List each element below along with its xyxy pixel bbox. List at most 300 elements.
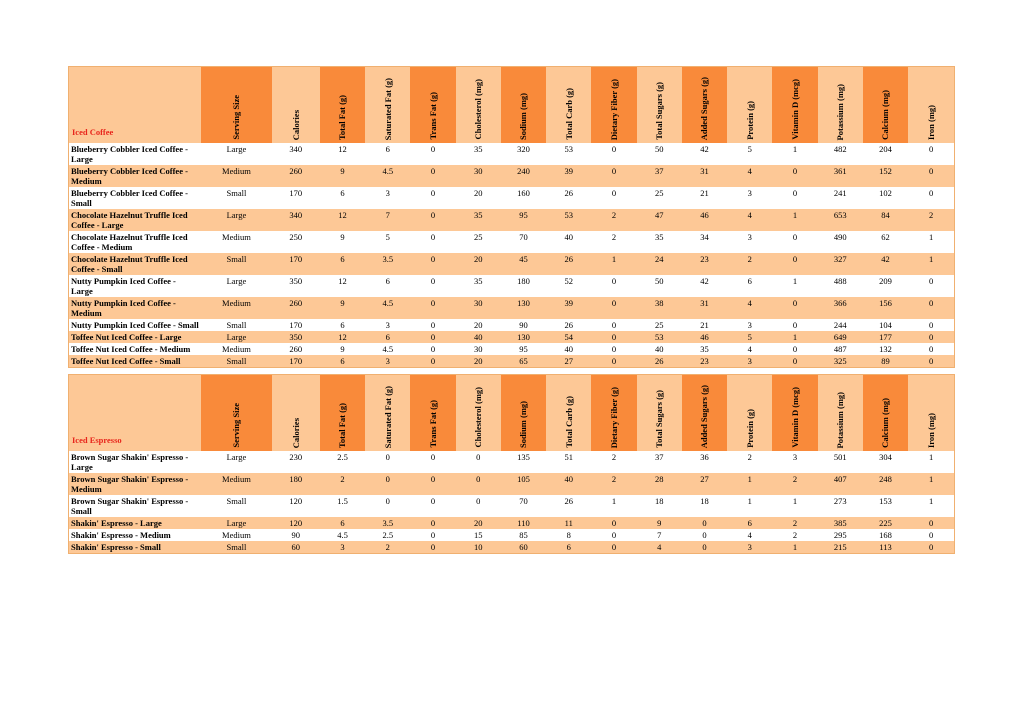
cell-iron-mg: 0 xyxy=(908,319,954,331)
cell-cholesterol-mg: 20 xyxy=(456,187,501,209)
cell-total-carb-g: 8 xyxy=(546,529,591,541)
cell-total-carb-g: 40 xyxy=(546,473,591,495)
cell-sodium-mg: 240 xyxy=(501,165,546,187)
column-header-label: Vitamin D (mcg) xyxy=(789,387,800,448)
cell-total-sugars-g: 7 xyxy=(637,529,682,541)
cell-serving-size: Large xyxy=(201,451,271,473)
product-name-cell: Brown Sugar Shakin' Espresso - Small xyxy=(69,495,202,517)
cell-vitamin-d-mcg: 1 xyxy=(772,143,817,165)
column-header-dietary-fiber-g xyxy=(591,67,636,144)
cell-potassium-mg: 273 xyxy=(818,495,863,517)
column-header-saturated-fat-g xyxy=(365,67,410,144)
product-name-cell: Nutty Pumpkin Iced Coffee - Large xyxy=(69,275,202,297)
column-header-trans-fat-g xyxy=(410,375,455,452)
column-header-label: Iron (mg) xyxy=(925,104,936,140)
column-header-total-fat-g xyxy=(320,375,365,452)
cell-total-carb-g: 39 xyxy=(546,297,591,319)
cell-vitamin-d-mcg: 0 xyxy=(772,253,817,275)
cell-trans-fat-g: 0 xyxy=(410,319,455,331)
cell-cholesterol-mg: 35 xyxy=(456,209,501,231)
cell-total-fat-g: 12 xyxy=(320,143,365,165)
cell-added-sugars-g: 0 xyxy=(682,541,727,554)
cell-serving-size: Large xyxy=(201,209,271,231)
product-name-cell: Nutty Pumpkin Iced Coffee - Small xyxy=(69,319,202,331)
cell-total-fat-g: 6 xyxy=(320,355,365,368)
cell-cholesterol-mg: 35 xyxy=(456,275,501,297)
table-row xyxy=(69,165,955,187)
product-name-cell: Shakin' Espresso - Large xyxy=(69,517,202,529)
column-header-label: Sodium (mg) xyxy=(518,401,529,448)
cell-saturated-fat-g: 3 xyxy=(365,355,410,368)
cell-iron-mg: 1 xyxy=(908,451,954,473)
cell-saturated-fat-g: 3.5 xyxy=(365,517,410,529)
cell-sodium-mg: 95 xyxy=(501,209,546,231)
cell-protein-g: 4 xyxy=(727,529,772,541)
cell-total-sugars-g: 53 xyxy=(637,331,682,343)
cell-calories: 260 xyxy=(272,297,320,319)
column-header-calcium-mg xyxy=(863,375,908,452)
cell-protein-g: 3 xyxy=(727,319,772,331)
cell-protein-g: 5 xyxy=(727,143,772,165)
column-header-label: Dietary Fiber (g) xyxy=(608,78,619,140)
cell-iron-mg: 0 xyxy=(908,165,954,187)
cell-vitamin-d-mcg: 1 xyxy=(772,209,817,231)
cell-calories: 230 xyxy=(272,451,320,473)
column-header-calories xyxy=(272,67,320,144)
cell-cholesterol-mg: 10 xyxy=(456,541,501,554)
cell-calcium-mg: 156 xyxy=(863,297,908,319)
column-header-label: Dietary Fiber (g) xyxy=(608,386,619,448)
cell-total-fat-g: 3 xyxy=(320,541,365,554)
column-header-vitamin-d-mcg xyxy=(772,67,817,144)
cell-dietary-fiber-g: 0 xyxy=(591,165,636,187)
cell-total-sugars-g: 35 xyxy=(637,231,682,253)
cell-dietary-fiber-g: 2 xyxy=(591,451,636,473)
cell-total-carb-g: 26 xyxy=(546,495,591,517)
cell-iron-mg: 0 xyxy=(908,529,954,541)
cell-total-sugars-g: 24 xyxy=(637,253,682,275)
cell-dietary-fiber-g: 0 xyxy=(591,355,636,368)
cell-potassium-mg: 241 xyxy=(818,187,863,209)
iced-coffee-table xyxy=(68,66,955,368)
cell-vitamin-d-mcg: 3 xyxy=(772,451,817,473)
cell-saturated-fat-g: 3 xyxy=(365,187,410,209)
cell-serving-size: Medium xyxy=(201,165,271,187)
cell-total-fat-g: 9 xyxy=(320,297,365,319)
table-row xyxy=(69,253,955,275)
cell-total-fat-g: 6 xyxy=(320,319,365,331)
cell-cholesterol-mg: 25 xyxy=(456,231,501,253)
cell-potassium-mg: 244 xyxy=(818,319,863,331)
cell-iron-mg: 0 xyxy=(908,517,954,529)
cell-calcium-mg: 132 xyxy=(863,343,908,355)
cell-serving-size: Small xyxy=(201,253,271,275)
column-header-calories xyxy=(272,375,320,452)
cell-saturated-fat-g: 5 xyxy=(365,231,410,253)
cell-sodium-mg: 60 xyxy=(501,541,546,554)
cell-iron-mg: 1 xyxy=(908,495,954,517)
product-name-cell: Blueberry Cobbler Iced Coffee - Large xyxy=(69,143,202,165)
cell-saturated-fat-g: 3.5 xyxy=(365,253,410,275)
cell-trans-fat-g: 0 xyxy=(410,495,455,517)
cell-trans-fat-g: 0 xyxy=(410,451,455,473)
cell-iron-mg: 1 xyxy=(908,473,954,495)
cell-vitamin-d-mcg: 1 xyxy=(772,275,817,297)
cell-iron-mg: 0 xyxy=(908,297,954,319)
cell-cholesterol-mg: 30 xyxy=(456,165,501,187)
cell-total-fat-g: 9 xyxy=(320,165,365,187)
cell-potassium-mg: 649 xyxy=(818,331,863,343)
cell-saturated-fat-g: 7 xyxy=(365,209,410,231)
cell-calories: 340 xyxy=(272,143,320,165)
cell-added-sugars-g: 23 xyxy=(682,253,727,275)
cell-protein-g: 3 xyxy=(727,355,772,368)
cell-sodium-mg: 70 xyxy=(501,231,546,253)
cell-trans-fat-g: 0 xyxy=(410,187,455,209)
cell-serving-size: Small xyxy=(201,355,271,368)
cell-total-fat-g: 12 xyxy=(320,209,365,231)
cell-total-carb-g: 39 xyxy=(546,165,591,187)
cell-sodium-mg: 130 xyxy=(501,297,546,319)
cell-total-carb-g: 52 xyxy=(546,275,591,297)
product-name-cell: Blueberry Cobbler Iced Coffee - Small xyxy=(69,187,202,209)
cell-dietary-fiber-g: 0 xyxy=(591,297,636,319)
column-header-potassium-mg xyxy=(818,375,863,452)
cell-total-carb-g: 26 xyxy=(546,253,591,275)
table-row xyxy=(69,451,955,473)
cell-cholesterol-mg: 20 xyxy=(456,253,501,275)
cell-saturated-fat-g: 3 xyxy=(365,319,410,331)
cell-saturated-fat-g: 6 xyxy=(365,143,410,165)
cell-calories: 60 xyxy=(272,541,320,554)
cell-saturated-fat-g: 6 xyxy=(365,331,410,343)
cell-calories: 250 xyxy=(272,231,320,253)
cell-dietary-fiber-g: 0 xyxy=(591,275,636,297)
table-row xyxy=(69,297,955,319)
column-header-label: Total Sugars (g) xyxy=(654,82,665,140)
cell-dietary-fiber-g: 0 xyxy=(591,187,636,209)
cell-iron-mg: 0 xyxy=(908,187,954,209)
column-header-dietary-fiber-g xyxy=(591,375,636,452)
cell-sodium-mg: 70 xyxy=(501,495,546,517)
cell-total-carb-g: 6 xyxy=(546,541,591,554)
cell-total-sugars-g: 25 xyxy=(637,319,682,331)
table-row xyxy=(69,355,955,368)
cell-trans-fat-g: 0 xyxy=(410,355,455,368)
cell-protein-g: 4 xyxy=(727,165,772,187)
cell-calcium-mg: 62 xyxy=(863,231,908,253)
cell-cholesterol-mg: 0 xyxy=(456,451,501,473)
product-name-cell: Chocolate Hazelnut Truffle Iced Coffee - Large xyxy=(69,209,202,231)
cell-serving-size: Small xyxy=(201,187,271,209)
cell-added-sugars-g: 42 xyxy=(682,275,727,297)
cell-trans-fat-g: 0 xyxy=(410,253,455,275)
cell-calories: 90 xyxy=(272,529,320,541)
column-header-total-sugars-g xyxy=(637,67,682,144)
column-header-label: Saturated Fat (g) xyxy=(382,385,393,448)
cell-cholesterol-mg: 0 xyxy=(456,495,501,517)
table-row xyxy=(69,541,955,554)
product-name-cell: Chocolate Hazelnut Truffle Iced Coffee - Small xyxy=(69,253,202,275)
cell-serving-size: Medium xyxy=(201,297,271,319)
cell-added-sugars-g: 18 xyxy=(682,495,727,517)
column-header-label: Serving Size xyxy=(231,403,242,448)
cell-serving-size: Medium xyxy=(201,473,271,495)
cell-added-sugars-g: 31 xyxy=(682,165,727,187)
cell-dietary-fiber-g: 0 xyxy=(591,517,636,529)
cell-added-sugars-g: 21 xyxy=(682,319,727,331)
cell-calcium-mg: 152 xyxy=(863,165,908,187)
cell-potassium-mg: 327 xyxy=(818,253,863,275)
product-name-cell: Nutty Pumpkin Iced Coffee - Medium xyxy=(69,297,202,319)
column-header-label: Protein (g) xyxy=(744,409,755,448)
column-header-label: Iron (mg) xyxy=(925,412,936,448)
header-row xyxy=(69,375,955,452)
cell-total-sugars-g: 40 xyxy=(637,343,682,355)
cell-vitamin-d-mcg: 0 xyxy=(772,297,817,319)
column-header-cholesterol-mg xyxy=(456,375,501,452)
cell-cholesterol-mg: 35 xyxy=(456,143,501,165)
cell-cholesterol-mg: 0 xyxy=(456,473,501,495)
column-header-label: Total Sugars (g) xyxy=(654,390,665,448)
cell-calories: 120 xyxy=(272,517,320,529)
cell-calcium-mg: 113 xyxy=(863,541,908,554)
cell-protein-g: 4 xyxy=(727,209,772,231)
column-header-label: Protein (g) xyxy=(744,101,755,140)
cell-vitamin-d-mcg: 0 xyxy=(772,319,817,331)
cell-total-sugars-g: 37 xyxy=(637,451,682,473)
cell-potassium-mg: 407 xyxy=(818,473,863,495)
cell-serving-size: Small xyxy=(201,541,271,554)
cell-trans-fat-g: 0 xyxy=(410,143,455,165)
column-header-label: Potassium (mg) xyxy=(835,391,846,448)
cell-cholesterol-mg: 40 xyxy=(456,331,501,343)
product-name-cell: Toffee Nut Iced Coffee - Medium xyxy=(69,343,202,355)
table-row xyxy=(69,231,955,253)
cell-protein-g: 3 xyxy=(727,231,772,253)
cell-dietary-fiber-g: 0 xyxy=(591,331,636,343)
cell-sodium-mg: 320 xyxy=(501,143,546,165)
column-header-total-sugars-g xyxy=(637,375,682,452)
column-header-label: Calcium (mg) xyxy=(880,398,891,448)
cell-protein-g: 2 xyxy=(727,451,772,473)
cell-protein-g: 5 xyxy=(727,331,772,343)
cell-calcium-mg: 304 xyxy=(863,451,908,473)
column-header-trans-fat-g xyxy=(410,67,455,144)
cell-serving-size: Medium xyxy=(201,231,271,253)
cell-protein-g: 4 xyxy=(727,343,772,355)
column-header-label: Total Fat (g) xyxy=(337,94,348,140)
cell-sodium-mg: 45 xyxy=(501,253,546,275)
cell-calories: 350 xyxy=(272,331,320,343)
cell-total-carb-g: 53 xyxy=(546,143,591,165)
cell-total-sugars-g: 4 xyxy=(637,541,682,554)
column-header-label: Saturated Fat (g) xyxy=(382,77,393,140)
cell-calories: 120 xyxy=(272,495,320,517)
table-row xyxy=(69,473,955,495)
cell-serving-size: Large xyxy=(201,275,271,297)
table-row xyxy=(69,495,955,517)
cell-saturated-fat-g: 6 xyxy=(365,275,410,297)
column-header-total-fat-g xyxy=(320,67,365,144)
column-header-label: Sodium (mg) xyxy=(518,93,529,140)
cell-total-fat-g: 6 xyxy=(320,253,365,275)
cell-total-carb-g: 26 xyxy=(546,187,591,209)
product-name-cell: Blueberry Cobbler Iced Coffee - Medium xyxy=(69,165,202,187)
column-header-serving-size xyxy=(201,375,271,452)
cell-added-sugars-g: 46 xyxy=(682,331,727,343)
cell-vitamin-d-mcg: 0 xyxy=(772,165,817,187)
product-name-cell: Toffee Nut Iced Coffee - Large xyxy=(69,331,202,343)
cell-vitamin-d-mcg: 0 xyxy=(772,187,817,209)
cell-total-sugars-g: 37 xyxy=(637,165,682,187)
cell-dietary-fiber-g: 2 xyxy=(591,473,636,495)
cell-sodium-mg: 130 xyxy=(501,331,546,343)
cell-sodium-mg: 135 xyxy=(501,451,546,473)
product-name-cell: Shakin' Espresso - Medium xyxy=(69,529,202,541)
cell-iron-mg: 0 xyxy=(908,343,954,355)
cell-dietary-fiber-g: 0 xyxy=(591,343,636,355)
cell-added-sugars-g: 21 xyxy=(682,187,727,209)
cell-total-carb-g: 27 xyxy=(546,355,591,368)
column-header-iron-mg xyxy=(908,375,954,452)
cell-added-sugars-g: 46 xyxy=(682,209,727,231)
cell-added-sugars-g: 0 xyxy=(682,529,727,541)
cell-trans-fat-g: 0 xyxy=(410,529,455,541)
cell-iron-mg: 1 xyxy=(908,253,954,275)
cell-total-fat-g: 9 xyxy=(320,343,365,355)
cell-total-sugars-g: 18 xyxy=(637,495,682,517)
cell-vitamin-d-mcg: 1 xyxy=(772,495,817,517)
table-row xyxy=(69,331,955,343)
cell-calories: 170 xyxy=(272,319,320,331)
cell-added-sugars-g: 42 xyxy=(682,143,727,165)
cell-total-carb-g: 40 xyxy=(546,343,591,355)
cell-trans-fat-g: 0 xyxy=(410,343,455,355)
cell-total-sugars-g: 47 xyxy=(637,209,682,231)
cell-calcium-mg: 102 xyxy=(863,187,908,209)
cell-protein-g: 6 xyxy=(727,275,772,297)
cell-saturated-fat-g: 0 xyxy=(365,495,410,517)
cell-protein-g: 3 xyxy=(727,541,772,554)
table-row xyxy=(69,319,955,331)
cell-calcium-mg: 209 xyxy=(863,275,908,297)
cell-total-carb-g: 40 xyxy=(546,231,591,253)
column-header-total-carb-g xyxy=(546,67,591,144)
column-header-label: Total Carb (g) xyxy=(563,396,574,448)
cell-protein-g: 1 xyxy=(727,473,772,495)
cell-calcium-mg: 177 xyxy=(863,331,908,343)
cell-calories: 170 xyxy=(272,187,320,209)
cell-sodium-mg: 95 xyxy=(501,343,546,355)
cell-added-sugars-g: 35 xyxy=(682,343,727,355)
column-header-iron-mg xyxy=(908,67,954,144)
cell-dietary-fiber-g: 0 xyxy=(591,143,636,165)
cell-iron-mg: 2 xyxy=(908,209,954,231)
column-header-label: Serving Size xyxy=(231,95,242,140)
cell-calories: 260 xyxy=(272,165,320,187)
cell-potassium-mg: 487 xyxy=(818,343,863,355)
cell-cholesterol-mg: 30 xyxy=(456,343,501,355)
cell-sodium-mg: 90 xyxy=(501,319,546,331)
cell-trans-fat-g: 0 xyxy=(410,165,455,187)
cell-total-sugars-g: 38 xyxy=(637,297,682,319)
cell-serving-size: Small xyxy=(201,495,271,517)
cell-trans-fat-g: 0 xyxy=(410,209,455,231)
column-header-serving-size xyxy=(201,67,271,144)
column-header-label: Cholesterol (mg) xyxy=(473,79,484,140)
cell-vitamin-d-mcg: 1 xyxy=(772,331,817,343)
cell-potassium-mg: 215 xyxy=(818,541,863,554)
cell-total-fat-g: 4.5 xyxy=(320,529,365,541)
column-header-sodium-mg xyxy=(501,67,546,144)
cell-protein-g: 4 xyxy=(727,297,772,319)
column-header-cholesterol-mg xyxy=(456,67,501,144)
product-name-cell: Brown Sugar Shakin' Espresso - Large xyxy=(69,451,202,473)
cell-cholesterol-mg: 15 xyxy=(456,529,501,541)
cell-added-sugars-g: 34 xyxy=(682,231,727,253)
table-row xyxy=(69,517,955,529)
table-row xyxy=(69,187,955,209)
cell-cholesterol-mg: 20 xyxy=(456,517,501,529)
cell-potassium-mg: 490 xyxy=(818,231,863,253)
table-row xyxy=(69,343,955,355)
cell-dietary-fiber-g: 1 xyxy=(591,495,636,517)
cell-total-carb-g: 53 xyxy=(546,209,591,231)
cell-calories: 170 xyxy=(272,253,320,275)
cell-serving-size: Large xyxy=(201,331,271,343)
cell-added-sugars-g: 0 xyxy=(682,517,727,529)
cell-vitamin-d-mcg: 2 xyxy=(772,473,817,495)
cell-protein-g: 1 xyxy=(727,495,772,517)
cell-added-sugars-g: 31 xyxy=(682,297,727,319)
cell-total-carb-g: 26 xyxy=(546,319,591,331)
cell-serving-size: Medium xyxy=(201,343,271,355)
cell-dietary-fiber-g: 1 xyxy=(591,253,636,275)
cell-total-sugars-g: 25 xyxy=(637,187,682,209)
column-header-potassium-mg xyxy=(818,67,863,144)
cell-total-fat-g: 6 xyxy=(320,187,365,209)
cell-vitamin-d-mcg: 1 xyxy=(772,541,817,554)
table-row xyxy=(69,209,955,231)
column-header-label: Added Sugars (g) xyxy=(699,76,710,140)
column-header-protein-g xyxy=(727,67,772,144)
cell-calcium-mg: 168 xyxy=(863,529,908,541)
cell-sodium-mg: 85 xyxy=(501,529,546,541)
cell-dietary-fiber-g: 0 xyxy=(591,319,636,331)
cell-calcium-mg: 42 xyxy=(863,253,908,275)
cell-added-sugars-g: 36 xyxy=(682,451,727,473)
cell-calcium-mg: 248 xyxy=(863,473,908,495)
column-header-added-sugars-g xyxy=(682,375,727,452)
cell-cholesterol-mg: 20 xyxy=(456,355,501,368)
cell-potassium-mg: 488 xyxy=(818,275,863,297)
cell-iron-mg: 0 xyxy=(908,275,954,297)
cell-protein-g: 3 xyxy=(727,187,772,209)
cell-serving-size: Large xyxy=(201,143,271,165)
cell-total-sugars-g: 50 xyxy=(637,143,682,165)
cell-dietary-fiber-g: 2 xyxy=(591,209,636,231)
cell-dietary-fiber-g: 2 xyxy=(591,231,636,253)
column-header-vitamin-d-mcg xyxy=(772,375,817,452)
column-header-label: Trans Fat (g) xyxy=(427,92,438,140)
column-header-sodium-mg xyxy=(501,375,546,452)
cell-sodium-mg: 180 xyxy=(501,275,546,297)
column-header-label: Calcium (mg) xyxy=(880,90,891,140)
header-row xyxy=(69,67,955,144)
cell-calcium-mg: 104 xyxy=(863,319,908,331)
cell-potassium-mg: 325 xyxy=(818,355,863,368)
